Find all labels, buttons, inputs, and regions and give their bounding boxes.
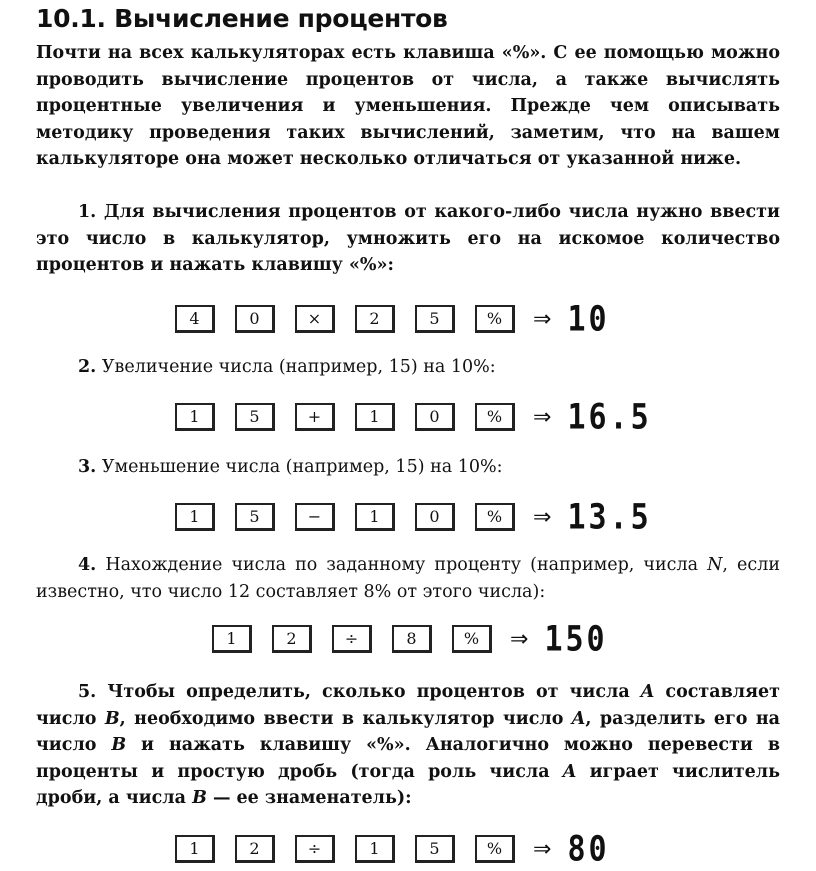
item-1-number: 1.: [78, 202, 97, 222]
item-5-keys: [175, 828, 610, 870]
key: 0: [415, 403, 455, 431]
item-4-keys: [212, 618, 608, 660]
item-1-result: 10: [567, 298, 610, 340]
key: %: [452, 625, 492, 653]
item-4-result: 150: [544, 618, 608, 660]
implies-arrow: ⇒: [533, 836, 552, 862]
key: 1: [355, 403, 395, 431]
item-5-paragraph: [36, 679, 780, 812]
item-4-text-b: , если известно, что число 12 составляет 8% от этого числа):: [36, 555, 780, 602]
key: 1: [175, 503, 215, 531]
item-3-paragraph: [78, 454, 816, 481]
key: 5: [415, 835, 455, 863]
var-b: B: [111, 735, 127, 755]
var-b: B: [104, 708, 120, 729]
var-a: A: [571, 708, 586, 729]
item-5-number: 5.: [78, 682, 97, 702]
key: 8: [392, 625, 432, 653]
key: 0: [415, 503, 455, 531]
item-5-result: 80: [567, 828, 610, 870]
var-a: A: [640, 682, 655, 702]
key: 2: [272, 625, 312, 653]
section-title: 10.1. Вычисление процентов: [36, 4, 448, 33]
key: 1: [212, 625, 252, 653]
key: 0: [235, 305, 275, 333]
key: 1: [355, 835, 395, 863]
key: 2: [235, 835, 275, 863]
item-5-text-b: составляет число: [36, 682, 780, 729]
key: 1: [175, 403, 215, 431]
key: %: [475, 835, 515, 863]
key: 1: [355, 503, 395, 531]
item-5-text-a: Чтобы определить, сколько процентов от числа: [107, 682, 641, 702]
key: ÷: [332, 625, 372, 653]
key: 4: [175, 305, 215, 333]
key: 2: [355, 305, 395, 333]
key: %: [475, 503, 515, 531]
item-4-text-a: Нахождение числа по заданному проценту (например, числа: [105, 555, 708, 575]
item-4-paragraph: [36, 552, 780, 605]
item-3-keys: [175, 496, 652, 538]
key: %: [475, 403, 515, 431]
key: 5: [235, 403, 275, 431]
item-1-keys: [175, 298, 610, 340]
implies-arrow: ⇒: [533, 504, 552, 530]
var-n: N: [707, 555, 723, 575]
item-2-paragraph: [78, 354, 816, 381]
item-1-text: Для вычисления процентов от какого-либо числа нужно ввести это число в калькулятор, умножить его на искомое количество процентов и нажать клавишу «%»:: [36, 202, 781, 275]
intro-paragraph: Почти на всех калькуляторах есть клавиша «%». С ее помощью можно проводить вычисление процентов от числа, а также вычислять процентные увеличения и уменьшения. Прежде чем описывать методику проведения таких вычислений, заметим, что на вашем калькуляторе она может несколько отличаться от указанной ниже.: [36, 43, 780, 169]
var-b: B: [192, 788, 207, 808]
key: 1: [175, 835, 215, 863]
item-5-text-g: — ее знаменатель):: [206, 788, 412, 808]
item-2-keys: [175, 396, 652, 438]
item-5-text-f: играет числитель дроби, а числа: [36, 761, 780, 808]
item-2-text: Увеличение числа (например, 15) на 10%:: [101, 357, 496, 377]
implies-arrow: ⇒: [510, 626, 529, 652]
item-2-number: 2.: [78, 357, 97, 377]
key: −: [295, 503, 335, 531]
item-2-result: 16.5: [567, 396, 652, 438]
key: ×: [295, 305, 335, 333]
key: +: [295, 403, 335, 431]
implies-arrow: ⇒: [533, 404, 552, 430]
implies-arrow: ⇒: [533, 306, 552, 332]
key: 5: [415, 305, 455, 333]
key: %: [475, 305, 515, 333]
item-5-text-c: , необходимо ввести в калькулятор число: [119, 708, 572, 729]
item-3-text: Уменьшение числа (например, 15) на 10%:: [101, 457, 503, 477]
item-3-number: 3.: [78, 457, 97, 477]
item-5-text-d: , разделить его на число: [36, 708, 780, 755]
key: ÷: [295, 835, 335, 863]
item-1-paragraph: [36, 199, 780, 279]
item-4-number: 4.: [78, 555, 97, 575]
item-5-text-e: и нажать клавишу «%». Аналогично можно перевести в проценты и простую дробь (тогда роль числа: [36, 735, 780, 782]
var-a: A: [562, 761, 577, 782]
item-3-result: 13.5: [567, 496, 652, 538]
key: 5: [235, 503, 275, 531]
